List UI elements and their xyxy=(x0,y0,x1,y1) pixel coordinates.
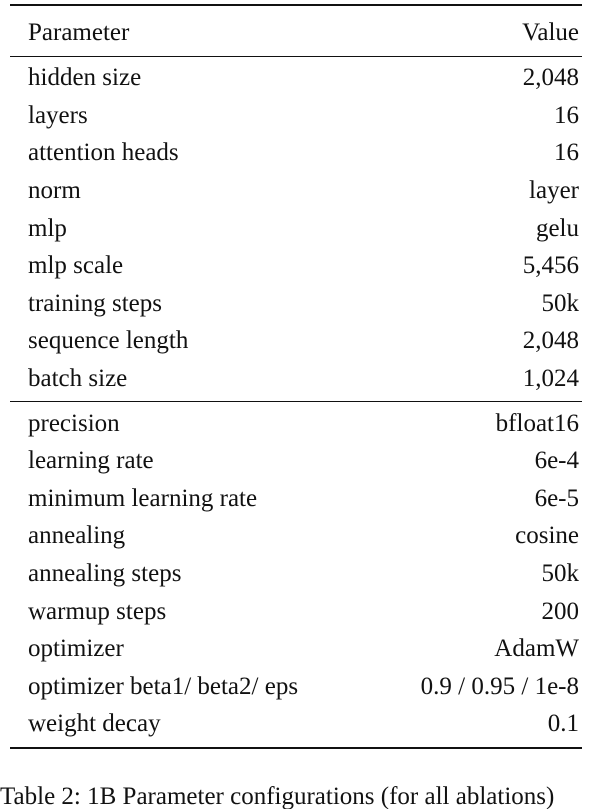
table-row xyxy=(10,360,582,398)
training-parameters-section xyxy=(10,404,582,742)
value-cell: gelu xyxy=(535,214,579,242)
model-parameters-section xyxy=(10,59,582,397)
table-header-row xyxy=(10,6,582,56)
table-row xyxy=(10,247,582,285)
value-cell: 0.1 xyxy=(547,710,579,738)
table-row xyxy=(10,517,582,555)
parameter-cell: hidden size xyxy=(28,64,142,92)
table-row xyxy=(10,134,582,172)
table-row xyxy=(10,97,582,135)
value-cell: 0.9 / 0.95 / 1e-8 xyxy=(420,672,579,700)
table-row xyxy=(10,630,582,668)
value-cell: 50k xyxy=(541,560,579,588)
table-row xyxy=(10,172,582,210)
value-cell: cosine xyxy=(515,522,579,550)
parameter-cell: attention heads xyxy=(28,139,179,167)
value-cell: 6e-5 xyxy=(534,484,579,512)
value-cell: 2,048 xyxy=(522,327,579,355)
table-row xyxy=(10,59,582,97)
value-cell: AdamW xyxy=(494,635,579,663)
value-cell: 200 xyxy=(541,597,579,625)
parameter-cell: precision xyxy=(28,409,120,437)
table-row xyxy=(10,285,582,323)
parameter-cell: weight decay xyxy=(28,710,161,738)
value-cell: 50k xyxy=(541,289,579,317)
parameter-cell: annealing steps xyxy=(28,560,182,588)
value-cell: 16 xyxy=(554,101,579,129)
parameter-cell: layers xyxy=(28,101,88,129)
table-row xyxy=(10,322,582,360)
value-cell: 6e-4 xyxy=(534,447,579,475)
parameter-cell: batch size xyxy=(28,365,128,393)
value-cell: 2,048 xyxy=(522,64,579,92)
parameter-cell: mlp scale xyxy=(28,252,124,280)
parameter-cell: norm xyxy=(28,177,81,205)
table-row xyxy=(10,668,582,706)
value-column-header: Value xyxy=(522,19,579,46)
value-cell: 16 xyxy=(554,139,579,167)
value-cell: 1,024 xyxy=(522,365,579,393)
table-row xyxy=(10,209,582,247)
table-row xyxy=(10,480,582,518)
parameter-cell: learning rate xyxy=(28,447,154,475)
parameter-cell: sequence length xyxy=(28,327,189,355)
parameter-column-header: Parameter xyxy=(28,19,130,46)
table-caption: Table 2: 1B Parameter configurations (for all ablations) xyxy=(0,784,555,809)
table-row xyxy=(10,404,582,442)
parameter-cell: minimum learning rate xyxy=(28,484,258,512)
value-cell: 5,456 xyxy=(522,252,579,280)
parameter-cell: optimizer xyxy=(28,635,124,663)
table-row xyxy=(10,592,582,630)
parameter-table xyxy=(10,4,582,749)
parameter-cell: warmup steps xyxy=(28,597,167,625)
table-bottom-rule xyxy=(10,747,582,749)
parameter-cell: mlp xyxy=(28,214,67,242)
parameter-cell: training steps xyxy=(28,289,163,317)
table-row xyxy=(10,705,582,743)
table-row xyxy=(10,442,582,480)
parameter-cell: optimizer beta1/ beta2/ eps xyxy=(28,672,299,700)
value-cell: layer xyxy=(529,177,579,205)
table-row xyxy=(10,555,582,593)
value-cell: bfloat16 xyxy=(495,409,579,437)
parameter-cell: annealing xyxy=(28,522,126,550)
